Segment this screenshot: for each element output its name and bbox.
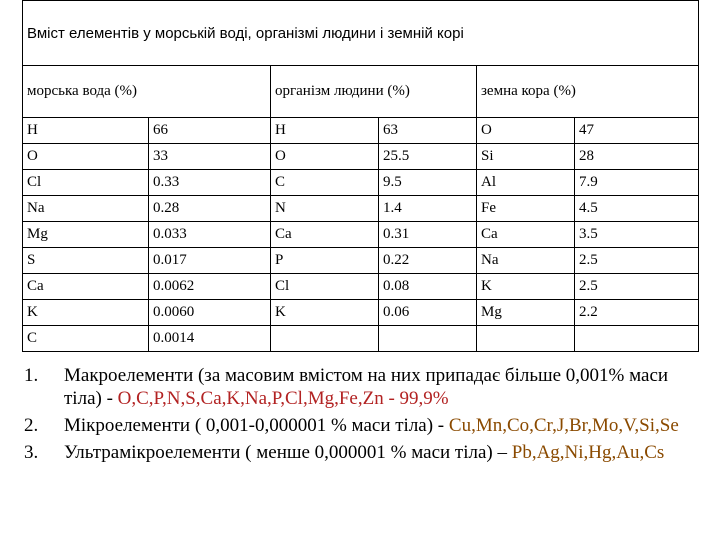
crust-element: O	[477, 118, 575, 144]
sea-value: 0.0060	[149, 300, 271, 326]
list-number: 1.	[24, 365, 39, 386]
sea-element: Mg	[23, 222, 149, 248]
list-number: 3.	[24, 442, 39, 463]
crust-value: 3.5	[575, 222, 699, 248]
crust-element: Ca	[477, 222, 575, 248]
human-value	[379, 326, 477, 352]
crust-value: 7.9	[575, 170, 699, 196]
sea-value: 0.33	[149, 170, 271, 196]
human-element: N	[271, 196, 379, 222]
list-item	[24, 364, 704, 410]
human-element: P	[271, 248, 379, 274]
list-text: Макроелементи (за масовим вмістом на них припадає більше 0,001% маси тіла) -	[64, 365, 669, 409]
header-human-body: організм людини (%)	[271, 66, 477, 118]
list-text: Мікроелементи ( 0,001-0,000001 % маси тіла) -	[64, 415, 449, 436]
human-value: 0.22	[379, 248, 477, 274]
header-earth-crust: земна кора (%)	[477, 66, 699, 118]
sea-element: Na	[23, 196, 149, 222]
element-symbols: Cu,Mn,Co,Cr,J,Br,Mo,V,Si,Se	[448, 415, 679, 436]
crust-value: 4.5	[575, 196, 699, 222]
crust-value: 28	[575, 144, 699, 170]
sea-value: 33	[149, 144, 271, 170]
sea-value: 66	[149, 118, 271, 144]
human-value: 0.06	[379, 300, 477, 326]
list-text: Ультрамікроелементи ( менше 0,000001 % маси тіла) –	[64, 442, 512, 463]
human-value: 0.31	[379, 222, 477, 248]
crust-element	[477, 326, 575, 352]
sea-value: 0.033	[149, 222, 271, 248]
crust-element: Si	[477, 144, 575, 170]
sea-element: Cl	[23, 170, 149, 196]
element-symbols: Pb,Ag,Ni,Hg,Au,Cs	[511, 442, 665, 463]
human-element: Cl	[271, 274, 379, 300]
list-number: 2.	[24, 415, 39, 436]
list-item	[24, 414, 704, 437]
human-value: 25.5	[379, 144, 477, 170]
sea-value: 0.0062	[149, 274, 271, 300]
human-element: C	[271, 170, 379, 196]
element-symbols: O,C,P,N,S,Ca,K,Na,P,Cl,Mg,Fe,Zn - 99,9%	[117, 388, 449, 409]
table-row	[23, 170, 699, 196]
table-row	[23, 144, 699, 170]
sea-value: 0.017	[149, 248, 271, 274]
crust-value: 2.5	[575, 274, 699, 300]
header-sea-water: морська вода (%)	[23, 66, 271, 118]
table-row	[23, 118, 699, 144]
list-item	[24, 441, 704, 464]
sea-element: C	[23, 326, 149, 352]
crust-element: Al	[477, 170, 575, 196]
human-element: K	[271, 300, 379, 326]
crust-value: 2.5	[575, 248, 699, 274]
crust-element: Na	[477, 248, 575, 274]
table-row	[23, 326, 699, 352]
human-value: 63	[379, 118, 477, 144]
table-row	[23, 248, 699, 274]
sea-element: Ca	[23, 274, 149, 300]
human-value: 0.08	[379, 274, 477, 300]
elements-table	[22, 0, 699, 352]
sea-element: H	[23, 118, 149, 144]
sea-element: O	[23, 144, 149, 170]
sea-value: 0.28	[149, 196, 271, 222]
crust-element: Fe	[477, 196, 575, 222]
table-row	[23, 300, 699, 326]
table-row	[23, 274, 699, 300]
crust-element: Mg	[477, 300, 575, 326]
human-element	[271, 326, 379, 352]
human-element: H	[271, 118, 379, 144]
human-element: Ca	[271, 222, 379, 248]
crust-value: 2.2	[575, 300, 699, 326]
human-element: O	[271, 144, 379, 170]
sea-value: 0.0014	[149, 326, 271, 352]
crust-value	[575, 326, 699, 352]
crust-value: 47	[575, 118, 699, 144]
human-value: 9.5	[379, 170, 477, 196]
crust-element: K	[477, 274, 575, 300]
element-classes-list	[24, 364, 704, 468]
table-row	[23, 196, 699, 222]
sea-element: S	[23, 248, 149, 274]
table-title: Вміст елементів у морській воді, організмі людини і земній корі	[23, 1, 699, 66]
human-value: 1.4	[379, 196, 477, 222]
table-row	[23, 222, 699, 248]
sea-element: K	[23, 300, 149, 326]
